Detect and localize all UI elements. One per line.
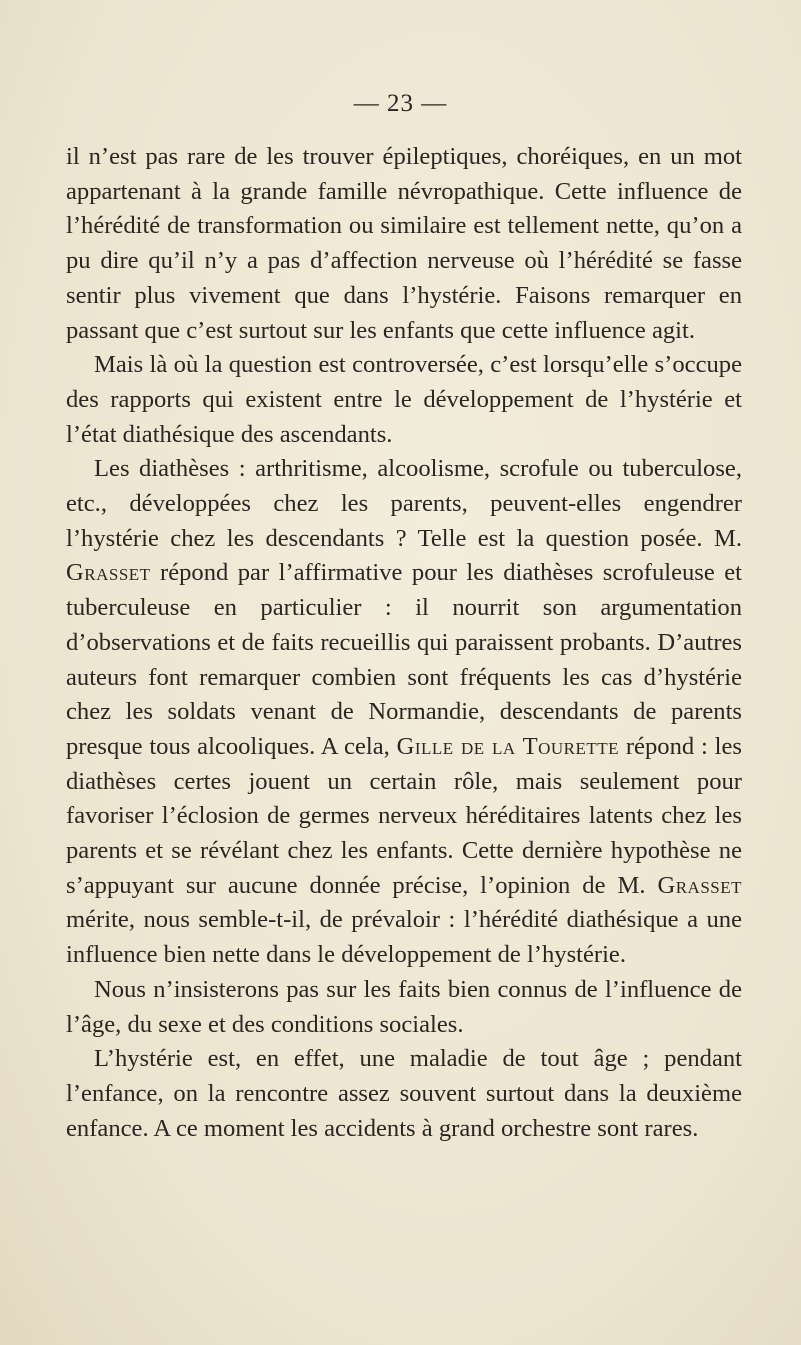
paragraph-1 (66, 140, 742, 348)
paragraph-3-text-b: répond par l’affirmative pour les diathèses scrofuleuse et tuberculeuse en particulier : il nourrit son argumentation d’observations et de faits recueillis qui paraissent probants. D’autres auteurs font remarquer combien sont fréquents les cas d’hystérie chez les soldats venant de Normandie, descendants de parents presque tous alcooliques. A cela, (66, 559, 742, 760)
author-name-grasset-2: Grasset (657, 871, 742, 899)
paragraph-3-text-a: Les diathèses : arthritisme, alcoolisme, scrofule ou tuberculose, etc., développées chez les parents, peuvent-elles engendrer l’hystérie chez les descendants ? Telle est la question posée. M. (66, 455, 742, 552)
paragraph-4-text: Nous n’insisterons pas sur les faits bien connus de l’influence de l’âge, du sexe et des conditions sociales. (66, 975, 742, 1038)
paragraph-5-text: L’hystérie est, en effet, une maladie de tout âge ; pendant l’enfance, on la rencontre assez souvent surtout dans la deuxième enfance. A ce moment les accidents à grand orchestre sont rares. (66, 1045, 742, 1142)
paragraph-2 (66, 348, 742, 452)
author-name-grasset: Grasset (66, 559, 151, 587)
paragraph-2-text: Mais là où la question est controversée, c’est lorsqu’elle s’occupe des rapports qui existent entre le développement de l’hystérie et l’état diathésique des ascendants. (66, 351, 742, 448)
paragraph-3-text-d: mérite, nous semble-t-il, de prévaloir : l’hérédité diathésique a une influence bien nette dans le développement de l’hystérie. (66, 906, 742, 969)
page-number: — 23 — (353, 90, 448, 117)
paragraph-3 (66, 452, 742, 973)
body-text (66, 140, 742, 1146)
author-name-gille-de-la-tourette: Gille de la Tourette (396, 732, 620, 760)
paragraph-1-text: il n’est pas rare de les trouver épileptiques, choréiques, en un mot appartenant à la grande famille névropathique. Cette influence de l’hérédité de transformation ou similaire est tellement nette, qu’on a pu dire qu’il n’y a pas d’affection nerveuse où l’hérédité se fasse sentir plus vivement que dans l’hystérie. Faisons remarquer en passant que c’est surtout sur les enfants que cette influence agit. (66, 143, 742, 344)
paragraph-3-text-c: répond : les diathèses certes jouent un certain rôle, mais seulement pour favoriser l’éclosion de germes nerveux héréditaires latents chez les parents et se révélant chez les enfants. Cette dernière hypothèse ne s’appuyant sur aucune donnée précise, l’opinion de M. (66, 732, 742, 899)
paragraph-4 (66, 973, 742, 1042)
paragraph-5 (66, 1042, 742, 1146)
